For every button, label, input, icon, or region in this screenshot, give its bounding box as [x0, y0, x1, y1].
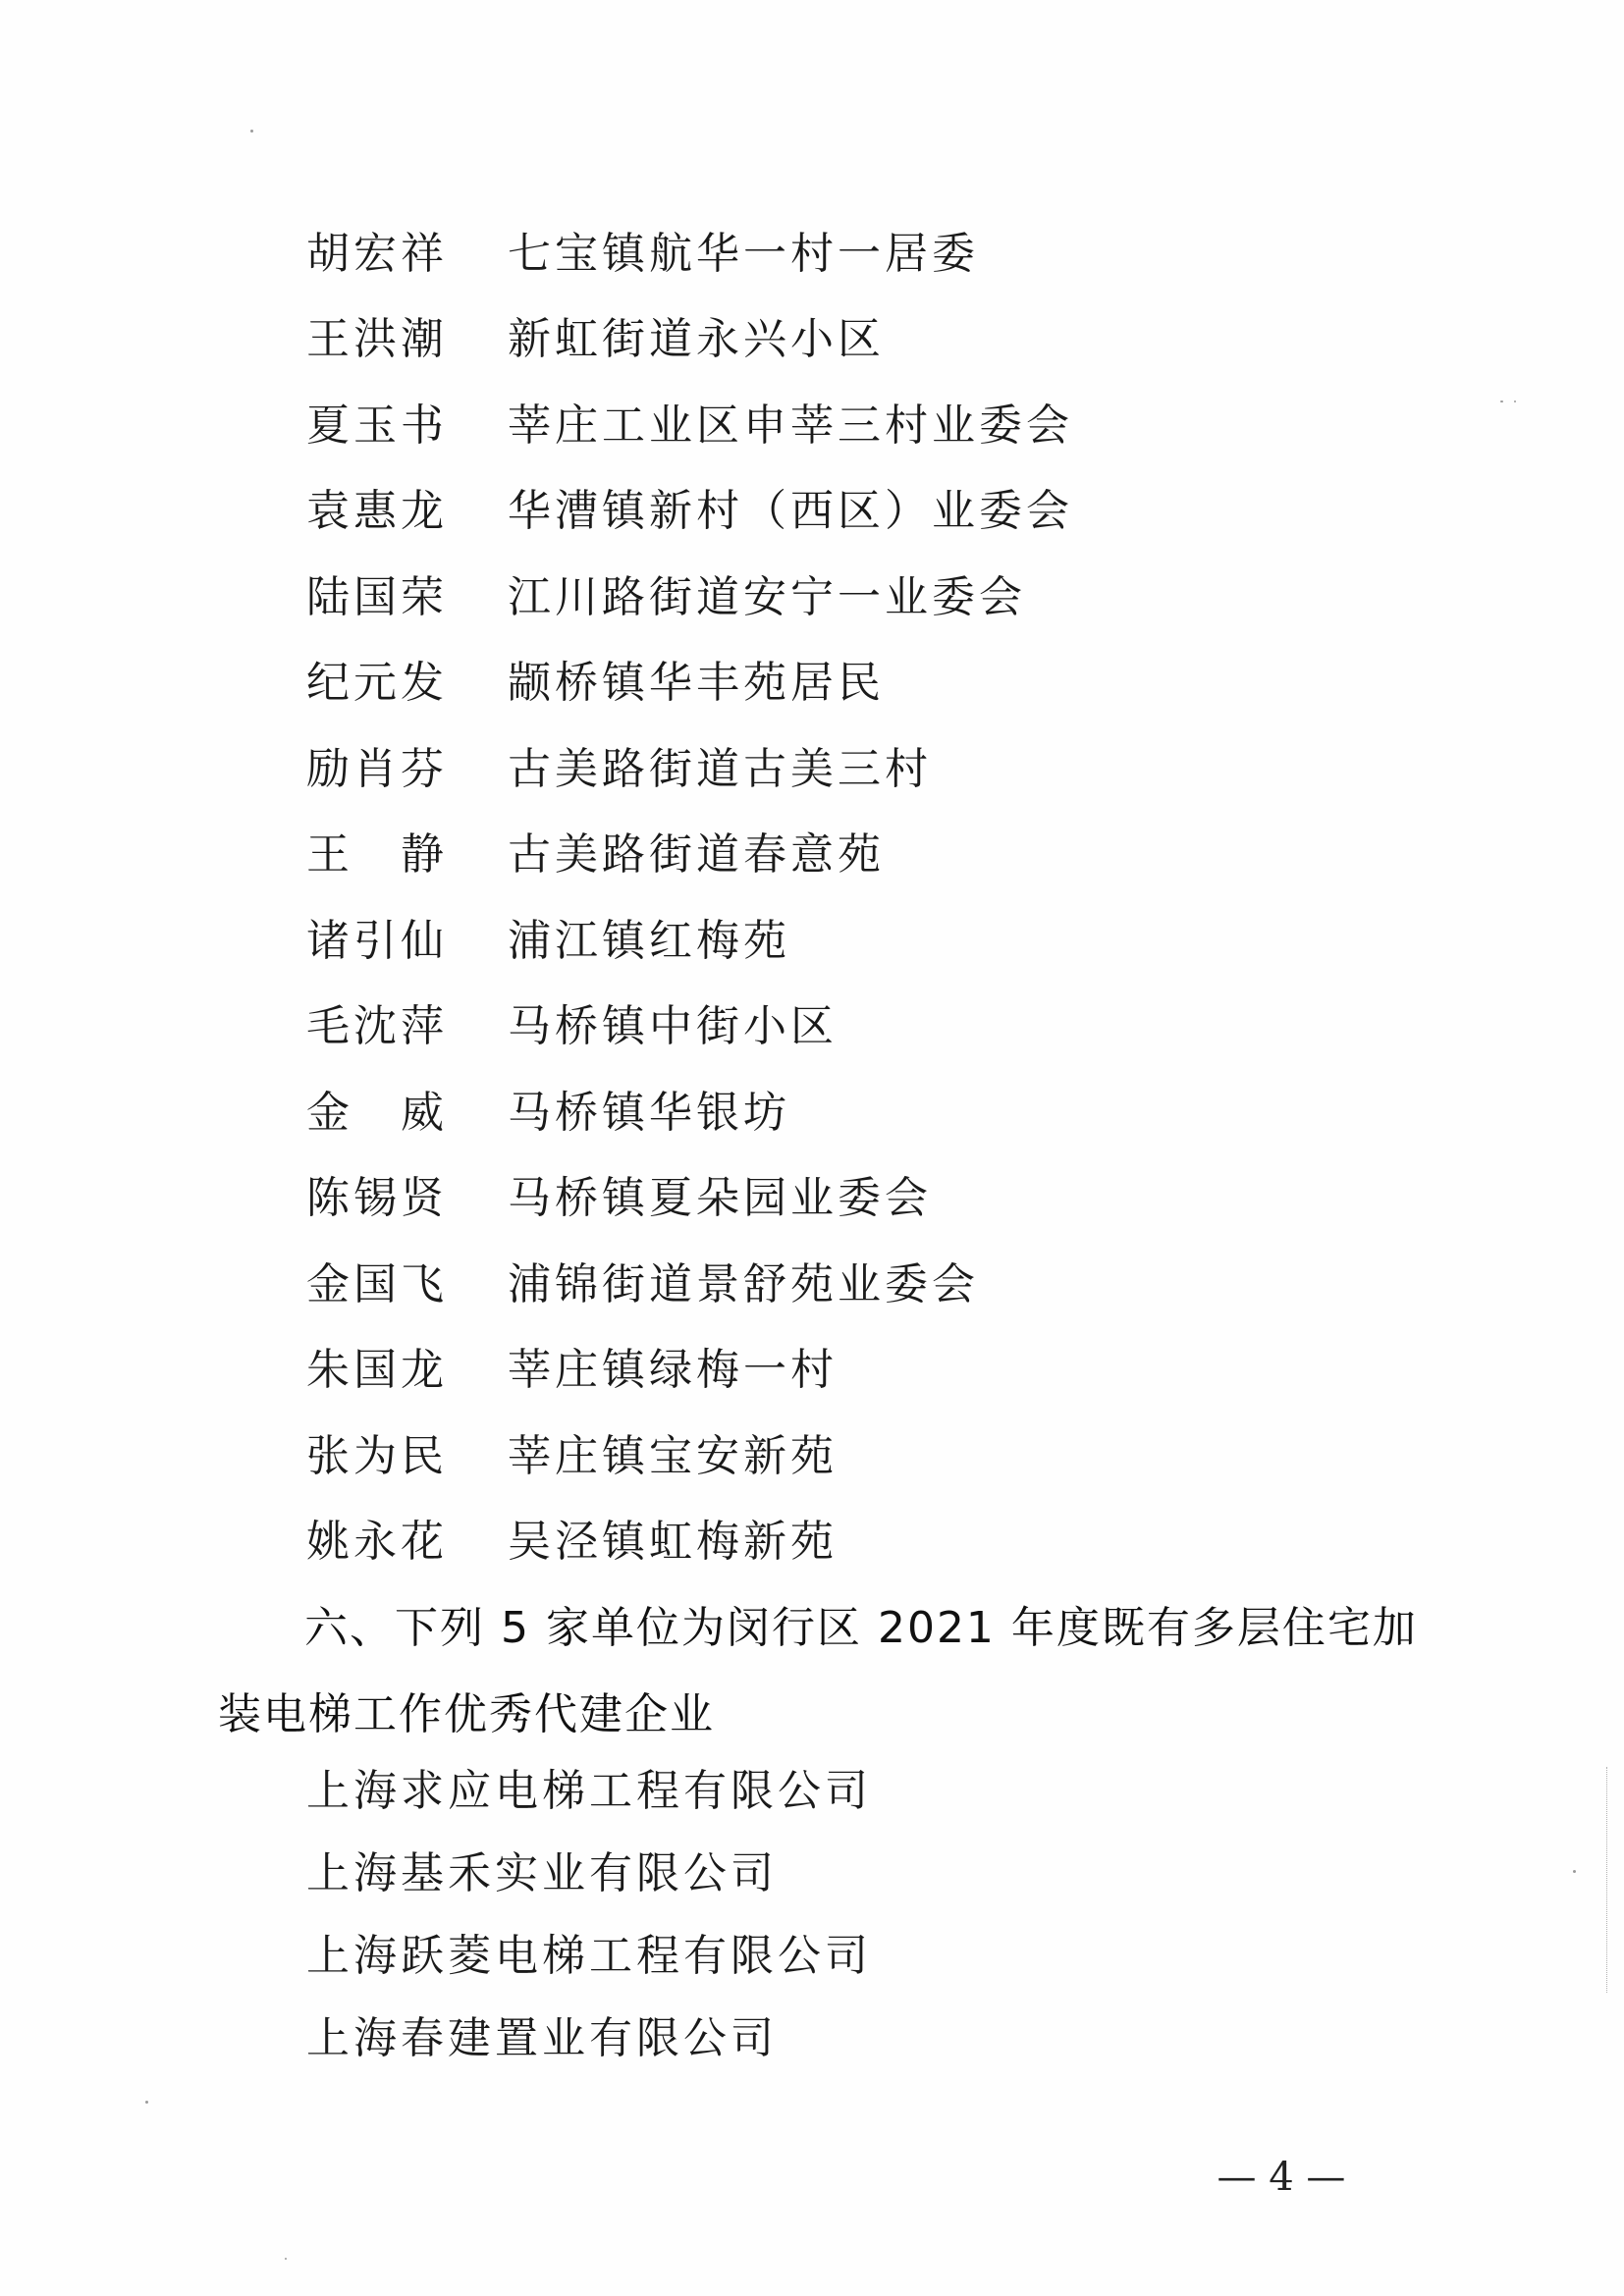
- person-name: 王 静: [306, 829, 448, 881]
- scan-speck: [250, 130, 253, 133]
- commendation-list: [306, 206, 1386, 1580]
- person-unit: 莘庄工业区申莘三村业委会: [508, 400, 1073, 451]
- person-name: 姚永花: [306, 1517, 448, 1568]
- list-item: [306, 206, 1386, 293]
- company-item: 上海求应电梯工程有限公司: [306, 1766, 872, 1816]
- person-unit: 七宝镇航华一村一居委: [508, 228, 979, 279]
- scan-speck: [1573, 1870, 1576, 1873]
- list-item: [306, 293, 1386, 379]
- person-unit: 古美路街道春意苑: [508, 829, 885, 881]
- person-unit: 颛桥镇华丰苑居民: [508, 658, 885, 709]
- list-item: [306, 1065, 1386, 1151]
- person-name: 陈锡贤: [306, 1173, 448, 1224]
- person-name: 王洪潮: [306, 314, 448, 365]
- person-name: 朱国龙: [306, 1345, 448, 1396]
- section-six-heading: [218, 1585, 1418, 1758]
- person-unit: 马桥镇夏朵园业委会: [508, 1173, 932, 1224]
- person-name: 纪元发: [306, 658, 448, 709]
- list-item: [306, 808, 1386, 894]
- company-list: [306, 1745, 1386, 2075]
- list-item: [306, 1323, 1386, 1410]
- person-name: 诸引仙: [306, 915, 448, 966]
- list-item: [306, 1151, 1386, 1238]
- person-name: 袁惠龙: [306, 486, 448, 537]
- list-item: [306, 550, 1386, 636]
- person-unit: 莘庄镇绿梅一村: [508, 1345, 838, 1396]
- person-name: 陆国荣: [306, 571, 448, 622]
- company-item: 上海春建置业有限公司: [306, 2013, 778, 2063]
- list-item: [306, 464, 1386, 551]
- page-number: — 4 —: [1217, 2155, 1346, 2200]
- person-unit: 浦江镇红梅苑: [508, 915, 790, 966]
- person-unit: 吴泾镇虹梅新苑: [508, 1517, 838, 1568]
- person-unit: 浦锦街道景舒苑业委会: [508, 1258, 979, 1309]
- list-item: [306, 1495, 1386, 1581]
- person-name: 夏玉书: [306, 400, 448, 451]
- scan-speck: [1500, 400, 1503, 402]
- person-unit: 江川路街道安宁一业委会: [508, 571, 1026, 622]
- list-item: [306, 893, 1386, 980]
- section-heading-line-2: 装电梯工作优秀代建企业: [218, 1689, 715, 1739]
- list-item: [306, 636, 1386, 722]
- scan-speck: [145, 2101, 148, 2104]
- person-unit: 新虹街道永兴小区: [508, 314, 885, 365]
- company-item: 上海跃菱电梯工程有限公司: [306, 1931, 872, 1981]
- scan-edge-mark: [1606, 1767, 1608, 1993]
- person-unit: 莘庄镇宝安新苑: [508, 1430, 838, 1481]
- scan-speck: [1514, 400, 1516, 402]
- person-unit: 马桥镇中街小区: [508, 1001, 838, 1052]
- scan-speck: [285, 2258, 287, 2260]
- person-name: 励肖芬: [306, 743, 448, 794]
- list-item: [306, 1237, 1386, 1323]
- section-heading-line-1: 六、下列 5 家单位为闵行区 2021 年度既有多层住宅加: [304, 1603, 1418, 1653]
- person-name: 金 威: [306, 1087, 448, 1138]
- person-unit: 古美路街道古美三村: [508, 743, 932, 794]
- person-unit: 马桥镇华银坊: [508, 1087, 790, 1138]
- list-item: [306, 721, 1386, 808]
- company-item: 上海基禾实业有限公司: [306, 1848, 778, 1898]
- list-item: [306, 378, 1386, 464]
- person-name: 金国飞: [306, 1258, 448, 1309]
- person-unit: 华漕镇新村（西区）业委会: [508, 486, 1073, 537]
- person-name: 胡宏祥: [306, 228, 448, 279]
- list-item: [306, 980, 1386, 1066]
- person-name: 张为民: [306, 1430, 448, 1481]
- person-name: 毛沈萍: [306, 1001, 448, 1052]
- list-item: [306, 1409, 1386, 1495]
